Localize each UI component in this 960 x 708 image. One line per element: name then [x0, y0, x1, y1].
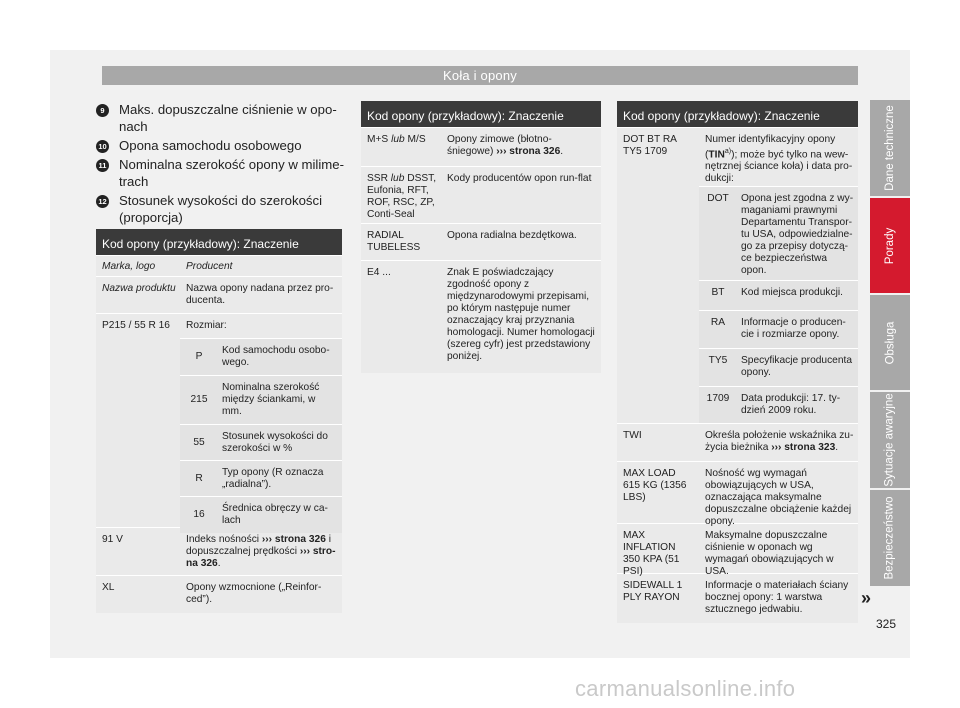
code-cell: RADIAL TUBELESS	[367, 230, 421, 253]
code-text: lub	[390, 173, 405, 184]
footnote-marker: a)	[724, 148, 732, 155]
sub-description-cell: Średnica obręczy w calach	[222, 503, 328, 526]
tab-label: Sytuacje awaryjne	[884, 393, 897, 487]
list-item-text: Maks. dopuszczalne ciśnienie w oponach	[119, 102, 337, 134]
table-row	[361, 260, 601, 373]
sub-row	[180, 460, 342, 496]
table-header: Kod opony (przykładowy): Znaczenie	[96, 229, 342, 255]
sub-code-cell: TY5	[708, 355, 728, 366]
page-reference-link[interactable]: strona 326	[506, 146, 561, 157]
description-cell: Nazwa opony nadana przez producenta.	[186, 283, 334, 306]
sub-description-cell: Kod samochodu osobowego.	[222, 345, 330, 368]
code-cell: MAX LOAD 615 KG (1356 LBS)	[623, 468, 687, 503]
tab-label: Porady	[884, 227, 896, 264]
dot-breakdown	[699, 128, 858, 423]
table-row	[96, 575, 342, 613]
sub-code-cell: BT	[711, 287, 725, 298]
table-row	[96, 527, 342, 575]
description-cell	[699, 128, 858, 186]
reference-arrow: ›››	[496, 146, 507, 157]
sub-description-cell: Typ opony (R oznacza „radialna”).	[222, 467, 324, 490]
desc-text: Indeks nośności	[186, 534, 262, 545]
tire-code-table-1	[96, 229, 342, 613]
table-row	[96, 313, 342, 527]
code-cell	[361, 128, 441, 166]
number-badge: 11	[96, 159, 109, 172]
table-row	[361, 127, 601, 166]
sub-description-cell: Nominalna szerokość między ściankami, w mm.	[222, 382, 320, 417]
page-reference-link[interactable]: strona 326	[272, 534, 326, 545]
table-row	[96, 276, 342, 313]
description-cell: Maksymalne dopuszczalne ciśnienie w oponach wg wymagań obowiązujących w USA.	[705, 530, 834, 577]
tab-bezpieczenstwo[interactable]	[870, 490, 910, 586]
description-cell: Informacje o materiałach ściany bocznej opony: 1 warstwa sztucznego jedwabiu.	[705, 580, 849, 615]
sub-code-cell: RA	[710, 317, 726, 328]
list-item-text: Opona samochodu osobowego	[119, 138, 302, 153]
description-cell: Rozmiar:	[186, 320, 227, 331]
desc-text: Opony zimowe (błotno-śniegowe)	[447, 134, 552, 157]
sub-description-cell: Kod miejsca produkcji.	[741, 287, 843, 298]
code-text: SSR	[367, 173, 391, 184]
section-title: Koła i opony	[102, 66, 858, 85]
description-cell: Nośność wg wymagań obowiązujących w USA, oznaczająca maksymalne dopuszczalne obciążenie każdej opony.	[705, 468, 852, 527]
code-cell: P215 / 55 R 16	[102, 320, 170, 331]
desc-text: Określa położenie wskaźnika zużycia bieżnika	[705, 430, 854, 453]
code-cell: DOT BT RA TY5 1709	[623, 134, 677, 157]
tab-porady[interactable]	[870, 198, 910, 293]
reference-arrow: ›››	[299, 546, 311, 557]
sub-description-cell: Stosunek wysokości do szerokości w %	[222, 431, 328, 454]
tin-abbreviation: TIN	[708, 149, 725, 161]
tire-code-table-3	[617, 101, 858, 623]
description-cell: Kody producentów opon run-flat	[447, 173, 592, 184]
desc-text: .	[835, 442, 839, 453]
description-cell	[699, 424, 858, 461]
code-cell: E4 ...	[367, 267, 391, 278]
reference-arrow: ›››	[771, 442, 782, 453]
sub-code-cell: 55	[193, 437, 205, 448]
sub-row	[699, 348, 858, 386]
sub-row	[699, 386, 858, 423]
sub-description-cell: Data produkcji: 17. tydzień 2009 roku.	[741, 393, 841, 416]
table-row	[617, 461, 858, 527]
table-row	[361, 166, 601, 223]
table-row	[96, 255, 342, 276]
sub-code-cell: 1709	[706, 393, 730, 404]
sub-row	[180, 375, 342, 424]
desc-text: .	[217, 558, 221, 569]
page-reference-link[interactable]: strona 326	[186, 546, 336, 569]
sub-row	[699, 280, 858, 310]
tab-obsluga[interactable]	[870, 295, 910, 390]
list-item	[96, 101, 346, 135]
page-number: 325	[876, 617, 897, 631]
code-cell: Nazwa produktu	[102, 283, 176, 294]
watermark: carmanualsonline.info	[575, 676, 796, 701]
code-cell: XL	[102, 582, 115, 593]
continue-arrow-icon: »	[861, 588, 872, 608]
description-cell: Opony wzmocnione („Reinforced”).	[186, 582, 322, 605]
sub-row	[699, 186, 858, 280]
page-reference-link[interactable]: strona 323	[781, 442, 836, 453]
table-header: Kod opony (przykładowy): Znaczenie	[617, 101, 858, 127]
desc-text: .	[560, 146, 564, 157]
reference-arrow: ›››	[261, 534, 273, 545]
desc-text: i dopuszczalnej prędkości	[186, 534, 331, 557]
numbered-legend	[96, 101, 346, 228]
description-cell: Producent	[186, 261, 233, 272]
sub-code-cell: P	[195, 351, 203, 362]
number-badge: 10	[96, 140, 109, 153]
sub-code-cell: DOT	[707, 193, 729, 204]
sub-row	[180, 338, 342, 375]
desc-text: ); może być tylko na wewnętrznej ściance koła) i data produkcji:	[705, 149, 853, 185]
sub-row	[699, 310, 858, 348]
sub-row	[180, 424, 342, 460]
code-cell	[361, 167, 441, 223]
table-header: Kod opony (przykładowy): Znaczenie	[361, 101, 601, 127]
sub-description-cell: Opona jest zgodna z wymaganiami prawnymi Departamentu Transportu USA, odpowiedzialnego za przepisy dotyczące bezpieczeństwa opon.	[741, 193, 854, 276]
description-cell	[441, 128, 601, 166]
desc-text: Numer identyfikacyjny opony (	[705, 134, 836, 161]
code-text: M+S	[367, 134, 392, 145]
tab-label: Obsługa	[884, 321, 896, 364]
tab-sytuacje-awaryjne[interactable]	[870, 392, 910, 488]
code-cell: MAX INFLATION 350 KPA (51 PSI)	[623, 530, 680, 577]
list-item-text: Nominalna szerokość opony w milimetrach	[119, 157, 345, 189]
list-item-text: Stosunek wysokości do szerokości (proporcja)	[119, 193, 323, 225]
description-cell: Znak E poświadczający zgodność opony z międzynarodowymi przepisami, po którym następuje numer oznaczający kraj przyznania homologacji. Numer homologacji (szereg cyfr) jest przedstawiony poniżej.	[447, 267, 595, 362]
list-item	[96, 137, 346, 154]
tab-dane-techniczne[interactable]	[870, 100, 910, 196]
table-row	[617, 127, 858, 423]
table-row	[617, 423, 858, 461]
sub-description-cell: Informacje o producencie i rozmiarze opony.	[741, 317, 846, 340]
table-row	[617, 523, 858, 577]
number-badge: 9	[96, 104, 109, 117]
tire-code-table-2	[361, 101, 601, 373]
code-cell: SIDEWALL 1 PLY RAYON	[623, 580, 683, 603]
number-badge: 12	[96, 195, 109, 208]
table-row	[361, 223, 601, 260]
tab-label: Dane techniczne	[884, 105, 897, 191]
code-text: DSST, Eufonia, RFT, ROF, RSC, ZP, Conti-Seal	[367, 173, 437, 220]
list-item	[96, 156, 346, 190]
description-cell: Opona radialna bezdętkowa.	[447, 230, 577, 241]
code-cell: 91 V	[102, 534, 123, 545]
code-text: M/S	[404, 134, 426, 145]
sub-code-cell: 16	[193, 509, 205, 520]
description-cell	[180, 528, 342, 575]
list-item	[96, 192, 346, 226]
sub-code-cell: 215	[190, 394, 208, 405]
size-breakdown	[180, 314, 342, 527]
code-text: lub	[391, 134, 405, 145]
table-row	[617, 573, 858, 623]
code-cell: Marka, logo	[102, 261, 156, 272]
tab-label: Bezpieczeństwo	[884, 496, 897, 580]
sub-description-cell: Specyfikacje producenta opony.	[741, 355, 852, 378]
code-cell: TWI	[623, 430, 642, 441]
sub-code-cell: R	[195, 473, 203, 484]
